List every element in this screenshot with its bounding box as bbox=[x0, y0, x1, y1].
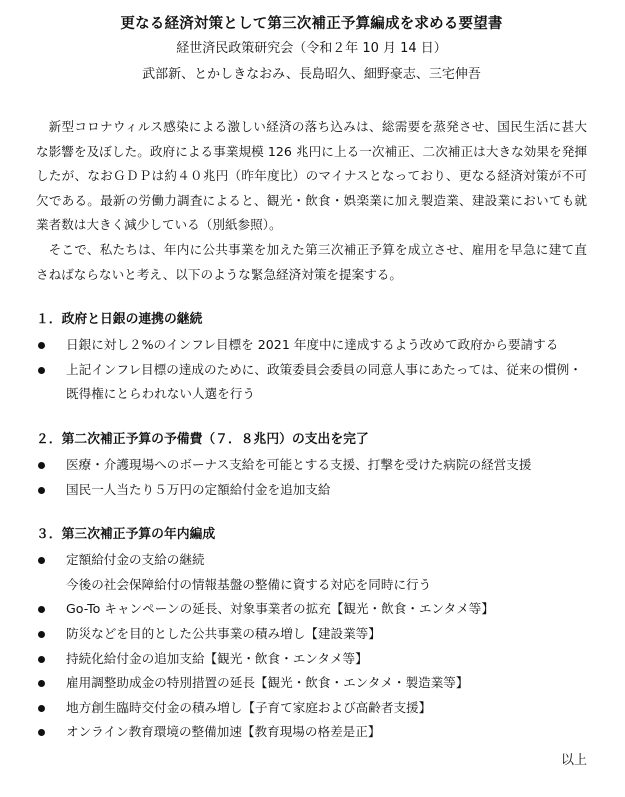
list-item-text: オンライン教育環境の整備加速【教育現場の格差是正】 bbox=[66, 724, 381, 740]
list-item bbox=[36, 453, 587, 478]
list-item bbox=[36, 647, 587, 672]
list-item bbox=[36, 358, 587, 407]
section-2 bbox=[36, 429, 587, 502]
sub-note: 今後の社会保障給付の情報基盤の整備に資する対応を同時に行う bbox=[66, 576, 432, 592]
list-item-text: 医療・介護現場へのボーナス支給を可能とする支援、打撃を受けた病院の経営支援 bbox=[66, 456, 532, 472]
bullet-icon bbox=[38, 367, 45, 374]
bullet-icon bbox=[38, 705, 45, 712]
list-item-text: 上記インフレ目標の達成のために、政策委員会委員の同意人事にあたっては、従来の慣例・既得権にとらわれない人選を行う bbox=[66, 361, 582, 402]
list-item-text: 日銀に対し２%のインフレ目標を 2021 年度中に達成するよう改めて政府から要請する bbox=[66, 337, 559, 353]
bullet-icon bbox=[38, 606, 45, 613]
list-item-text: Go-To キャンペーンの延長、対象事業者の拡充【観光・飲食・エンタメ等】 bbox=[66, 601, 494, 617]
bullet-icon bbox=[38, 557, 45, 564]
section-1 bbox=[36, 309, 587, 407]
bullet-icon bbox=[38, 656, 45, 663]
list-item-text: 防災などを目的とした公共事業の積み増し【建設業等】 bbox=[66, 625, 381, 641]
bullet-icon bbox=[38, 487, 45, 494]
organization-line: 経世済民政策研究会（令和２年 10 月 14 日） bbox=[176, 41, 447, 56]
section-list bbox=[36, 333, 587, 407]
list-item bbox=[36, 478, 587, 503]
intro-paragraph: 新型コロナウィルス感染による激しい経済の落ち込みは、総需要を蒸発させ、国民生活に甚大な影響を及ぼした。政府による事業規模 126 兆円に上る一次補正、二次補正は大きな効果を発揮したが、なおＧＤＰは約４０兆円（昨年度比）のマイナスとなっており、更なる経済対策が不可欠である。最新の労働力調査によると、観光・飲食・娯楽業に加え製造業、建設業においても就業者数は大きく減少している（別紙参照）。 bbox=[36, 119, 587, 233]
list-item bbox=[36, 597, 587, 622]
list-item-text: 雇用調整助成金の特別措置の延長【観光・飲食・エンタメ・製造業等】 bbox=[66, 675, 469, 691]
list-item bbox=[36, 671, 587, 696]
bullet-icon bbox=[38, 342, 45, 349]
section-list bbox=[36, 548, 587, 573]
section-title: ３．第三次補正予算の年内編成 bbox=[36, 527, 216, 543]
closing-text: 以上 bbox=[560, 752, 587, 768]
bullet-icon bbox=[38, 631, 45, 638]
list-item bbox=[36, 720, 587, 745]
list-item-text: 持続化給付金の追加支給【観光・飲食・エンタメ等】 bbox=[66, 650, 368, 666]
list-item-text: 定額給付金の支給の継続 bbox=[66, 552, 205, 568]
list-item-text: 地方創生臨時交付金の積み増し【子育て家庭および高齢者支援】 bbox=[66, 699, 432, 715]
section-3 bbox=[36, 524, 587, 745]
list-item bbox=[36, 333, 587, 358]
intro-paragraph: そこで、私たちは、年内に公共事業を加えた第三次補正予算を成立させ、雇用を早急に建て直さねばならないと考え、以下のような緊急経済対策を提案する。 bbox=[36, 241, 587, 282]
list-item bbox=[36, 548, 587, 573]
bullet-icon bbox=[38, 680, 45, 687]
authors-line: 武部新、とかしきなおみ、長島昭久、細野豪志、三宅伸吾 bbox=[142, 67, 481, 82]
section-title: １．政府と日銀の連携の継続 bbox=[36, 312, 203, 328]
document-title: 更なる経済対策として第三次補正予算編成を求める要望書 bbox=[120, 16, 503, 32]
bullet-icon bbox=[38, 462, 45, 469]
section-list bbox=[36, 453, 587, 502]
section-list bbox=[36, 597, 587, 745]
bullet-icon bbox=[38, 729, 45, 736]
list-item bbox=[36, 696, 587, 721]
section-title: ２．第二次補正予算の予備費（７．８兆円）の支出を完了 bbox=[36, 431, 369, 447]
list-item-text: 国民一人当たり５万円の定額給付金を追加支給 bbox=[66, 481, 331, 497]
list-item bbox=[36, 622, 587, 647]
intro-text bbox=[36, 115, 587, 287]
